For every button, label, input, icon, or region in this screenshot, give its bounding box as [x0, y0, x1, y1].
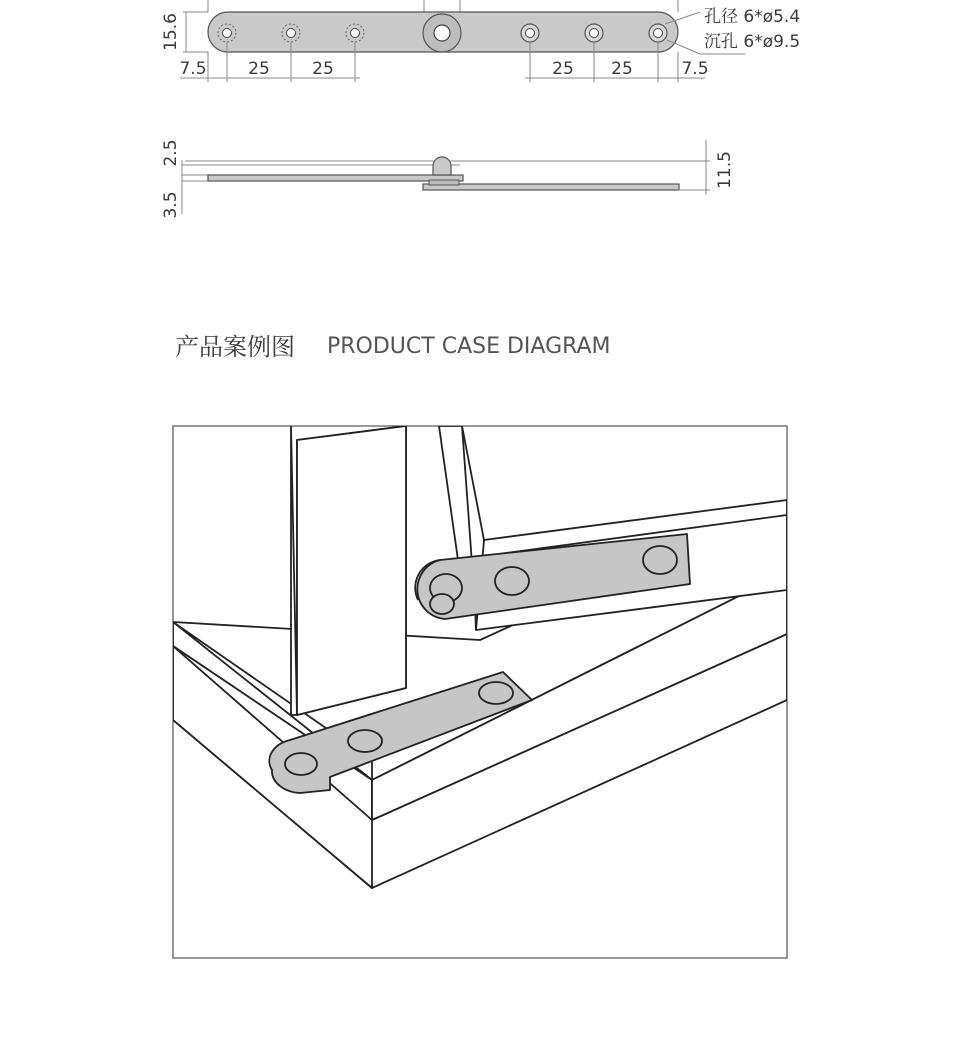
hole-icon: [590, 29, 599, 38]
hole-icon: [348, 730, 382, 752]
dim-label: 7.5: [681, 59, 709, 79]
hole-icon: [351, 29, 360, 38]
hole-icon: [287, 29, 296, 38]
section-title-cn: 产品案例图: [175, 333, 295, 361]
pivot-pin-icon: [430, 594, 454, 614]
pivot: [423, 14, 461, 52]
dim-label: 25: [312, 59, 334, 79]
dim-height-label: 15.6: [161, 13, 181, 51]
hole-icon: [526, 29, 535, 38]
dim-label: 25: [248, 59, 270, 79]
hole-icon: [643, 546, 677, 574]
upper-leaf: [208, 175, 463, 181]
pivot-dome: [433, 157, 451, 175]
dim-label: 25: [611, 59, 633, 79]
section-title-en: PRODUCT CASE DIAGRAM: [327, 334, 611, 359]
hole-icon: [495, 567, 529, 595]
dim-total-height: 11.5: [715, 151, 735, 189]
dim-top-thickness: 2.5: [161, 139, 181, 167]
hole-icon: [285, 753, 317, 775]
hole-diameter-note: 孔径 6*ø5.4: [704, 7, 801, 27]
dim-label: 7.5: [179, 59, 207, 79]
vertical-board-face: [297, 426, 406, 715]
dim-bottom-thickness: 3.5: [161, 191, 181, 219]
countersink-note: 沉孔 6*ø9.5: [704, 32, 801, 52]
section-header: [175, 333, 611, 361]
top-view: [161, 0, 800, 82]
pivot-washer: [429, 180, 459, 185]
pivot-hole-icon: [434, 25, 450, 41]
case-diagram: [173, 426, 787, 958]
dim-label: 25: [552, 59, 574, 79]
hole-icon: [479, 682, 513, 704]
lower-leaf: [423, 184, 679, 190]
hole-icon: [223, 29, 232, 38]
hole-icon: [654, 29, 663, 38]
side-view: [161, 139, 735, 218]
